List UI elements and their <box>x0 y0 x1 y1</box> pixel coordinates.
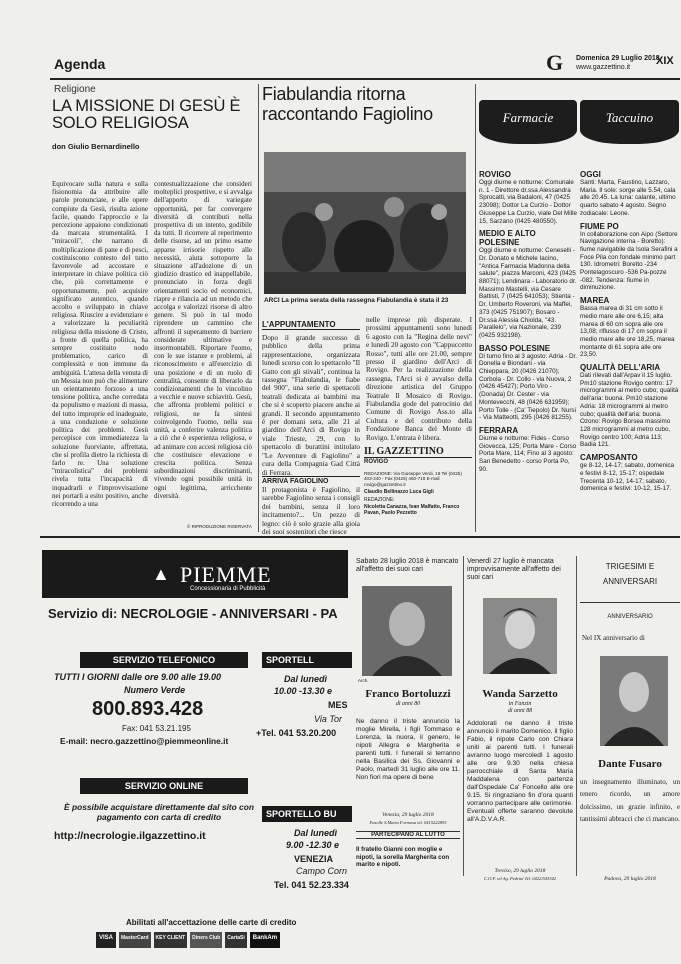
online-text: È possibile acquistare direttamente dal sito con pagamento con carta di credito <box>64 802 254 822</box>
article2-caption: ARCI La prima serata della rassegna Fiabulandia è stata il 23 <box>264 297 449 304</box>
farmacie-rovigo-title: ROVIGO <box>479 170 512 179</box>
sportello1-tel: +Tel. 041 53.20.200 <box>256 728 337 738</box>
article-copyright: © RIPRODUZIONE RISERVATA <box>187 524 252 529</box>
obit1-photo <box>362 586 452 676</box>
obituary-sarzetto <box>467 558 573 964</box>
farmacie-label: Farmacie <box>502 110 554 125</box>
obit2-maiden: in Fanzin <box>508 701 532 707</box>
obit2-intro: Venerdì 27 luglio è mancata improvvisamente all'affetto dei suoi cari <box>467 558 561 581</box>
card-bankamericard: BankAm <box>250 932 280 948</box>
divider-obit-2 <box>576 556 577 876</box>
piemme-logo-icon: ▲ <box>152 564 170 584</box>
taccuino-fiume: In collaborazione con Aipo (Settore Navigazione interna - Boretto): fiume navigabile da Isola Serafini a Foce Pila con fondale minimo part 130. Idrometri: Boretto -234 Pontelagoscuro -536 Pa-pozze -082. Tendenza: fiume in diminuzione. <box>580 230 678 292</box>
obit1-partecipano: Il fratello Gianni con moglie e nipoti, la sorella Margherita con marito e nipoti. <box>356 846 450 869</box>
obit1-partecipano-title: PARTECIPANO AL LUTTO <box>356 831 460 839</box>
article2-photo <box>264 152 466 294</box>
farmacie-ferrara: Diurne e notturne: Fides - Corso Giovecca, 125; Porta Mare - Corso Porta Mare, 114; Fino al 3 agosto: San Benedetto - corso Porta Po, 90. <box>479 434 577 473</box>
redazione-city: ROVIGO <box>364 459 389 465</box>
redazione-chief: Claudio Bellinazzo Luca Gigli <box>364 489 434 496</box>
article2-col1b: Il protagonista è Fagiolino, il sarebbe Fagiolino senza i consigli dei bambini, senza il loro incitamento?... Un pezzo di legno: ciò è solo grazie alla gioia dei suoi sostenitori che riesce <box>262 486 360 537</box>
farmacie-basso: Di turno fino al 3 agosto: Adria - Dr. Donella e Biondani - via Chieppara, 20 (0426 21070); Corbola - Dr. Collo - via Nuova, 2 (0426 45427); Porto Viro - (Donada) Dr. Cester - via Montevecchi, 48 (0426 631959); Porto Tolle - (Ca' Tiepolo) Dr. Nursi - Via Matteotti, 295 (0426 81255). <box>479 352 578 422</box>
cards-label: Abilitati all'accettazione delle carte di credito <box>126 918 297 927</box>
numero-verde-label: Numero Verde <box>124 685 186 695</box>
section-rule <box>40 536 680 538</box>
header-rule <box>50 78 680 80</box>
sportello2-tel: Tel. 041 52.23.334 <box>274 880 349 890</box>
page-header <box>40 50 680 76</box>
redazione-staff: Nicoletta Canazza, Ivan Malfatto, Franco Pavan, Paolo Pezzetto <box>364 504 460 517</box>
taccuino-campo-title: CAMPOSANTO <box>580 453 638 463</box>
taccuino-oggi-title: OGGI <box>580 170 601 179</box>
article2-col1: Dopo il grande successo di pubblico della prima rappresentazione, organizzata lunedì scorso con lo spettacolo "Il Gatto con gli stivali", continua la rassegna "Fiabulandia, le fiabe del 900", una serie di spettacoli teatrali dedicata ai bambini ma che si è scoperto piacere anche ai grandi. Il secondo appuntamento è per domani sera, alle 21 al giardino dell'Arci di Rovigo in viale Trieste, 29, con lo spettacolo di burattini intitolato "Le Avventure di Fagiolino" a cura della Compagnia Gad Città di Ferrara. <box>262 334 360 477</box>
farmacie-basso-title: BASSO POLESINE <box>479 343 551 353</box>
tel-hours: TUTTI I GIORNI dalle ore 9.00 alle 19.00 <box>54 672 222 682</box>
obituary-bortoluzzi <box>356 558 460 964</box>
taccuino-column <box>580 100 679 530</box>
farmacie-ribbon <box>479 100 577 144</box>
obit1-intro: Sabato 28 luglio 2018 è mancato all'affetto dei suoi cari <box>356 558 459 573</box>
obit3-photo <box>600 656 668 746</box>
obit1-photo-credit: Arch. <box>358 678 369 683</box>
gazzettino-logo-letter: G <box>546 50 564 75</box>
obit2-age: di anni 88 <box>507 708 533 714</box>
sportello2-hours: 9.00 -12.30 e <box>286 840 340 850</box>
article-missione <box>52 84 255 530</box>
section-title: Agenda <box>54 56 106 72</box>
obit3-rule <box>580 602 680 603</box>
farmacie-ferrara-title: FERRARA <box>479 425 519 435</box>
obit1-text: Ne danno il triste annuncio la moglie Mirella, i figli Tommaso e Lorenza, la nuora, il genero, le nipoti Allegra e Margherita e parenti tutti. I funerali si terranno nella Basilica dei Ss. Giovanni e Paolo, martedì 31 luglio alle ore 11. Non fiori ma opere di bene <box>356 718 460 781</box>
article2-col2: nelle imprese più disperate. I prossimi appuntamenti sono lunedì 6 agosto con la "Regina delle nevi" e lunedì 20 agosto con "Cappuccetto Rosso", tutti alle ore 21.00, sempre presso il giardino dell'Arci di Rovigo. Per la realizzazione della rassegna, l'Arci si è avvalso della direzione artistica del Gruppo Teatrale Il Mosaico di Rovigo. Fiabulandia gode del patrocinio del Comune di Rovigo Ass.to alla Cultura e del contributo della Fondazione Banca del Monte di Rovigo. L'entrata è libera. <box>366 316 472 442</box>
sportello1-city: MES <box>328 700 348 710</box>
divider-obit-1 <box>463 556 464 876</box>
taccuino-fiume-title: FIUME PO <box>580 221 619 231</box>
sportello1-label: SPORTELL <box>262 652 352 668</box>
sportello2-city: VENEZIA <box>294 854 334 864</box>
page-number: XIX <box>656 55 674 67</box>
cards-row <box>96 932 348 948</box>
gazzettino-logo: IL GAZZETTINO <box>364 446 472 458</box>
obit3-place-date: Padova, 29 luglio 2018 <box>604 876 656 882</box>
servizio-telefonico-label: SERVIZIO TELEFONICO <box>80 652 248 668</box>
piemme-ad <box>40 548 348 964</box>
taccuino-label: Taccuino <box>605 110 654 125</box>
redazione-box <box>364 446 472 532</box>
sportello1-hours: 10.00 -13.30 e <box>274 686 333 696</box>
obit1-name: Franco Bortoluzzi <box>365 688 451 700</box>
taccuino-aria: Dati rilevati dall'Arpav il 15 luglio. Pm10 stazione Rovigo centro: 17 microgrammi al metro cubo; qualità dell'aria: buona. Pm10 stazione Adria: 18 microgrammi al metro cubo; qualità dell'aria: buona. Ozono: Rovigo Borsea massimo 128 microgrammi al metro cubo, Rovigo centro 100; Adria 113; Badia 121. <box>580 372 679 449</box>
article2-headline: Fiabulandia ritorna raccontando Fagiolino <box>262 84 433 124</box>
article-col2: contestualizzazione che consideri molteplici prospettive, e si avvalga dell'apporto di variegate opportunità, per far convergere diversità di contributi nella prospettiva di un intento, godibile da tutti. Il ricorrere al reperimento delle risorse, ad un primo esame apparse irrisorie rispetto alle necessità, aiuta sottoporre la situazione all'adozione di un giudizio drastico ed inappellabile, pronunciato in forza degli orientamenti socio ed economici, riapre e rilancia ad un metodo che accolga e valorizzi risorse di altro genere. Si può in tal modo riprendere un cammino che affronti il superamento di barriere considerate ultimative e insormontabili. Riportare l'uomo, con le sue istanze e problemi, al riconoscimento e all'esercizio di una posizione e di un ruolo di centralità, consente di liberarlo da condizionamenti che lo vincolino a vecchie e nuove schiavitù. Gesù, che affronta problemi politici e religiosi, ne fa sintesi coinvolgendo l'uomo, nella sua unità, a conferire valenza politica a ciò che è esperienza religiosa, e ad animare con accesi religiosa ciò che costituisce elevazione e crescita politica. Senza subordinazioni discriminanti, vivendo ogni possibile unità in ogni legittima, arricchente diversità. <box>154 180 252 500</box>
email-address[interactable]: E-mail: necro.gazzettino@piemmeonline.it <box>60 736 229 746</box>
redazione-staff-label: REDAZIONE: <box>364 497 395 504</box>
taccuino-campo: ge 8-12, 14-17; sabato, domenica e festivi 8-12, 15-17; ospedale Trecenta 10-12, 14-17; sabato, domenica e festivi: 10-12, 15-17. <box>580 462 675 493</box>
divider-col-2 <box>475 84 476 532</box>
farmacie-rovigo: Oggi diurne e notturne: Comunale n. 1 - Direttore dr.ssa Alessandra Sprocatti, via Badaloni, 47 (0425 23098); Dottor La Curzio - Dottor Giuseppe La Curzio, viale Del Mille 15, Sarzano (0425 480550). <box>479 179 577 225</box>
taccuino-aria-title: QUALITÀ DELL'ARIA <box>580 363 661 373</box>
online-url[interactable]: http://necrologie.ilgazzettino.it <box>54 830 206 842</box>
redazione-address: REDAZIONE: Via Giuseppe Verdi, 19 Tel (0425) 403-240 - Fax (0425) 460-718 E-mail rovigo@gazzettino.it <box>364 471 462 487</box>
piemme-brand: PIEMME <box>180 562 272 587</box>
piemme-sub: Concessionaria di Pubblicità <box>190 586 266 592</box>
farmacie-column <box>479 100 577 530</box>
sportello1-street: Via Tor <box>314 714 343 724</box>
portrait-photo <box>600 656 668 746</box>
obit1-place-date: Venezia, 29 luglio 2018 <box>382 812 434 818</box>
taccuino-ribbon <box>580 100 679 144</box>
taccuino-oggi: Santi: Marta, Faustino, Lazzaro, Maria. Il sole: sorge alle 5.54, cala alle 20.45. La luna: calante, ultimo quarto sabato 4 agosto. Segno zodiacale: Leone. <box>580 179 676 217</box>
obit3-type: ANNIVERSARIO <box>607 614 653 620</box>
sportello2-street: Campo Corn <box>296 866 348 876</box>
portrait-photo <box>362 586 452 676</box>
obit2-agency: C.O.F. srl Ag. Pedrini Tel. 0422/543342 <box>484 876 556 881</box>
obit1-agency: Fasolle S.Maria Formosa tel. 0415222893 <box>369 820 447 825</box>
card-cartasi: CartaSi <box>225 932 247 948</box>
article-kicker: Religione <box>54 84 96 95</box>
taccuino-marea-title: MAREA <box>580 296 610 306</box>
obituary-fusaro <box>580 558 680 964</box>
taccuino-marea: Bassa marea di 31 cm sotto il medio mare alle ore 6,15; alta marea di 60 cm sopra alle ore 13,08; riflusso di 17 cm sopra il medio mare alle ore 18,25, marea montante di 61 sopra alle ore 23,50. <box>580 305 675 359</box>
header-date: Domenica 29 Luglio 2018 <box>576 55 660 62</box>
obit3-name: Dante Fusaro <box>598 758 662 770</box>
obit1-age: di anni 80 <box>395 701 421 707</box>
article-byline: don Giulio Bernardinello <box>52 142 140 151</box>
obit3-header1: TRIGESIMI E <box>605 562 655 571</box>
card-visa: VISA <box>96 932 116 948</box>
obit3-header2: ANNIVERSARI <box>602 577 658 586</box>
obit2-text: Addolorati ne danno il triste annuncio il marito Domenico, il figlio Fabio, il nipote Carlo con Chiara uniti ai parenti tutti. I funerali avranno luogo mercoledì 1 agosto alle ore 9.30 nella chiesa parrocchiale di Santa Maria Maddalena con partenza dall'Ospedale Ca' Foncello alle ore 9.15. Si ringraziano fin d'ora quanti vorranno partecipare alle cerimonie. Eventuali offerte saranno devolute all'A.D.V.A.R. <box>467 720 573 823</box>
farmacie-medio: Oggi diurne e notturne: Ceneselli - Dr. Donato e Michele Iacino, "Antica Farmacia Madonna della salute", piazza Marconi, 423 (0425 88071); Lendinara - Laboratorio dr. Massimo Mastelli, via Cesare Battisti, 7 (0425 641053); Stienta - Dr. Umberto Roveroni, via Maffei, 373 (0425 751907); Bosaro - Dr.ssa Alessia Chiolda, "43. Parallelo", via Nazionale, 239 (0425 932198). <box>479 247 577 339</box>
article2-sublabel: ARRIVA FAGIOLINO <box>262 476 360 485</box>
appuntamento-label: L'APPUNTAMENTO <box>262 320 360 330</box>
fax-number: Fax: 041 53.21.195 <box>122 724 191 733</box>
card-mastercard: MasterCard <box>119 932 151 948</box>
obit2-name: Wanda Sarzetto <box>482 688 558 700</box>
crowd-photo <box>264 152 466 294</box>
obit3-text: un insegnamento illuminato, un tenero ricordo, un amore dolcissimo, un grazie infinito, e tantissimi abbracci che ci mancano. <box>580 778 680 824</box>
article-col1: Equivocare sulla natura e sulla fisionomia da attribuire alle parole pronunciate, e alle opere compiute da Gesù, risulta azione facile, quando l'approccio e la percezione appaiono condizionati da marcata strumentalità. I "miracoli", che narrano di moltiplicazione di pane e di pesci, costituiscono contesto del tutto favorevole ad accostare e interpretare in chiave politica ciò che, più correttamente e opportunamente, può acquisire significato autentico, quando accolto e sviluppato in chiave religiosa. Riuscire a evidenziare e a valorizzare la peculiarità religiosa della missione di Cristo, a fronte di quella politica, ha sempre costituito nodo problematico, carico di complessità e non immune da ambiguità. L'attesa della venuta di un Messia non può che alimentare un orientamento forzoso a una tensione politica, anche corredata da populismo e reazioni di massa, del tutto improprie ed inadeguate, a una conduzione e soluzione politica dei problemi. Gesù percepisce con immediatezza la soluzione fuorviante, affrettata, che si profila dietro la richiesta di farlo re. Una soluzione "miracolistica" dei problemi rivela tutta l'incapacità di inquadrarli e l'improvvisazione nei portarli a esito positivo, anche ricorrendo a una <box>52 180 148 508</box>
portrait-photo <box>483 598 557 674</box>
obit2-place-date: Treviso, 29 luglio 2018 <box>494 868 546 874</box>
servizio-online-label: SERVIZIO ONLINE <box>80 778 248 794</box>
header-website: www.gazzettino.it <box>576 64 631 71</box>
sportello2-days: Dal lunedì <box>294 828 338 838</box>
card-diners: Diners Club <box>190 932 222 948</box>
sportello2-label: SPORTELLO BU <box>262 806 352 822</box>
card-keyclient: KEY CLIENT <box>154 932 188 948</box>
farmacie-medio-title: MEDIO E ALTO POLESINE <box>479 229 536 248</box>
numero-verde[interactable]: 800.893.428 <box>92 698 204 720</box>
obit3-intro: Nel IX anniversario di <box>582 634 645 642</box>
obit2-photo <box>483 598 557 674</box>
article-headline: LA MISSIONE DI GESÙ È SOLO RELIGIOSA <box>52 97 241 132</box>
piemme-services: Servizio di: NECROLOGIE - ANNIVERSARI - PA <box>48 606 338 621</box>
sportello1-days: Dal lunedì <box>284 674 328 684</box>
divider-col-1 <box>258 84 259 532</box>
